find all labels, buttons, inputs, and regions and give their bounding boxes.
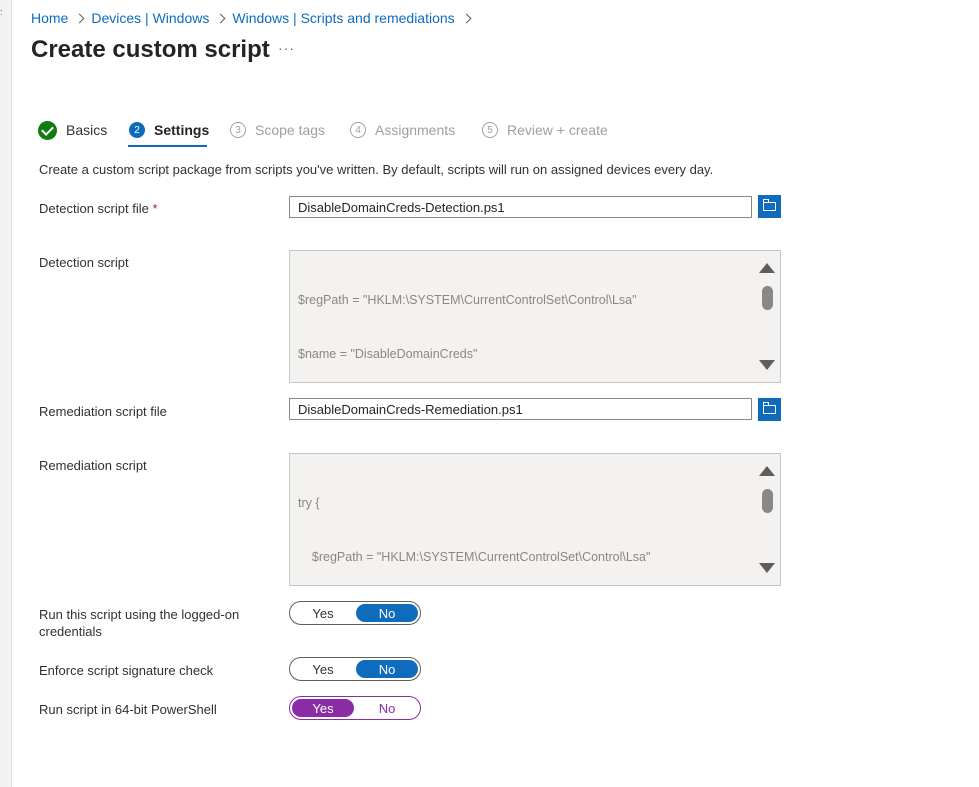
code-line: $regPath = "HKLM:\SYSTEM\CurrentControlSet\Control\Lsa" xyxy=(298,293,637,307)
scroll-down-icon[interactable] xyxy=(759,563,775,573)
chevron-right-icon xyxy=(216,13,226,23)
breadcrumb-scripts-remediations[interactable]: Windows | Scripts and remediations xyxy=(232,10,455,26)
remediation-script-content xyxy=(298,458,750,586)
folder-icon xyxy=(763,405,776,414)
logged-on-label-line1: Run this script using the logged-on xyxy=(39,607,240,622)
remediation-script-label: Remediation script xyxy=(39,458,147,473)
step-number: 5 xyxy=(482,122,498,138)
scrollbar-thumb[interactable] xyxy=(762,489,773,513)
step-basics[interactable] xyxy=(38,118,107,142)
scroll-up-icon[interactable] xyxy=(759,466,775,476)
scroll-down-icon[interactable] xyxy=(759,360,775,370)
step-label: Assignments xyxy=(375,122,456,138)
breadcrumb-devices-windows[interactable]: Devices | Windows xyxy=(91,10,210,26)
intro-text: Create a custom script package from scripts you've written. By default, scripts will run on assigned devices every day. xyxy=(39,162,714,177)
remediation-script-box[interactable] xyxy=(289,453,781,586)
detection-script-label: Detection script xyxy=(39,255,129,270)
signature-toggle[interactable] xyxy=(289,657,421,681)
step-settings[interactable] xyxy=(129,118,209,142)
scrollbar-thumb[interactable] xyxy=(762,286,773,310)
code-line: $name = "DisableDomainCreds" xyxy=(298,347,478,361)
signature-yes[interactable]: Yes xyxy=(312,661,334,677)
active-step-indicator xyxy=(128,145,207,147)
step-number: 4 xyxy=(350,122,366,138)
scroll-up-icon[interactable] xyxy=(759,263,775,273)
step-review-create[interactable] xyxy=(482,118,608,142)
more-options-button[interactable]: ··· xyxy=(278,40,295,56)
logged-on-yes[interactable]: Yes xyxy=(312,605,334,621)
powershell64-yes[interactable]: Yes xyxy=(292,699,354,717)
chevron-right-icon xyxy=(461,13,471,23)
detection-file-label-text: Detection script file xyxy=(39,201,149,216)
powershell64-no[interactable]: No xyxy=(378,700,396,716)
breadcrumb xyxy=(31,9,478,27)
folder-icon xyxy=(763,202,776,211)
step-assignments[interactable] xyxy=(350,118,455,142)
left-rail xyxy=(0,0,12,787)
code-line: try { xyxy=(298,496,320,510)
logged-on-no[interactable]: No xyxy=(356,604,418,622)
detection-script-box[interactable] xyxy=(289,250,781,383)
step-label: Basics xyxy=(66,122,108,138)
page-title: Create custom script xyxy=(31,36,270,63)
signature-label: Enforce script signature check xyxy=(39,663,214,678)
step-scope-tags[interactable] xyxy=(230,118,325,142)
logged-on-label-line2: credentials xyxy=(39,624,102,639)
step-label: Review + create xyxy=(507,122,608,138)
detection-file-label xyxy=(39,200,158,217)
step-label: Settings xyxy=(154,122,210,138)
step-number: 2 xyxy=(129,122,145,138)
code-line: $regPath = "HKLM:\SYSTEM\CurrentControlSet\Control\Lsa" xyxy=(298,550,651,564)
detection-file-field[interactable] xyxy=(289,196,752,218)
step-number: 3 xyxy=(230,122,246,138)
rail-mark: : xyxy=(0,7,3,17)
powershell64-toggle[interactable] xyxy=(289,696,421,720)
step-label: Scope tags xyxy=(255,122,326,138)
detection-browse-button[interactable] xyxy=(758,195,781,218)
remediation-browse-button[interactable] xyxy=(758,398,781,421)
logged-on-toggle[interactable] xyxy=(289,601,421,625)
logged-on-label xyxy=(39,606,239,640)
breadcrumb-home[interactable]: Home xyxy=(31,10,69,26)
checkmark-icon xyxy=(38,121,57,140)
signature-no[interactable]: No xyxy=(356,660,418,678)
chevron-right-icon xyxy=(75,13,85,23)
required-mark: * xyxy=(152,201,158,216)
powershell64-label: Run script in 64-bit PowerShell xyxy=(39,702,217,717)
remediation-file-label: Remediation script file xyxy=(39,404,167,419)
remediation-file-field[interactable] xyxy=(289,398,752,420)
detection-script-content xyxy=(298,255,750,383)
